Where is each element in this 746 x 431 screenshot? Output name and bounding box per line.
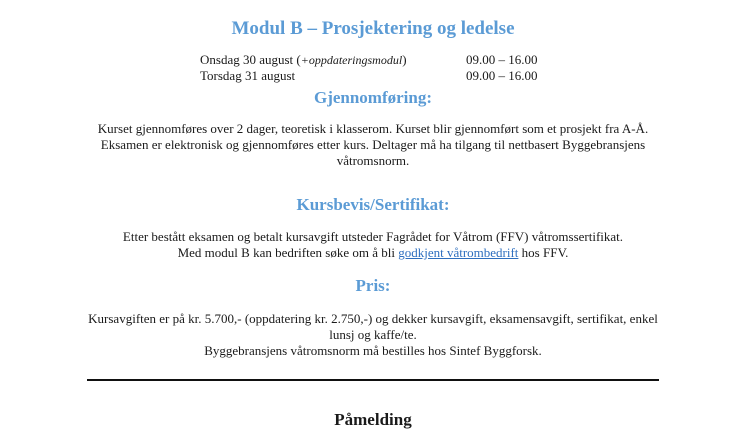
pris-note: Byggebransjens våtromsnorm må bestilles hos Sintef Byggforsk. bbox=[204, 343, 542, 358]
section-heading-pris: Pris: bbox=[355, 276, 391, 295]
schedule-day: Torsdag 31 august bbox=[200, 68, 296, 83]
section-heading-gjennomforing: Gjennomføring: bbox=[313, 88, 433, 107]
pris-text: Kursavgiften er på kr. 5.700,- (oppdatering kr. 2.750,-) og dekker kursavgift, eksamensavgift, sertifikat, enkel lunsj og kaffe/te. bbox=[88, 311, 658, 342]
schedule-time: 09.00 – 16.00 bbox=[466, 52, 538, 67]
next-section-heading: Påmelding bbox=[334, 410, 412, 429]
section-text-kursbevis bbox=[80, 229, 666, 261]
section-heading-kursbevis: Kursbevis/Sertifikat: bbox=[296, 195, 450, 214]
divider bbox=[87, 379, 659, 381]
godkjent-vatrombedrift-link[interactable]: godkjent våtrombedrift bbox=[398, 245, 519, 260]
section-text-gjennomforing: Kurset gjennomføres over 2 dager, teoretisk i klasserom. Kurset blir gjennomført som et prosjekt fra A-Å. Eksamen er elektronisk og gjennomføres etter kurs. Deltager må ha tilgang til nettbasert Byggebransjens våtromsnorm. bbox=[97, 121, 649, 168]
schedule-time: 09.00 – 16.00 bbox=[466, 68, 538, 83]
kursbevis-line1: Etter bestått eksamen og betalt kursavgift utsteder Fagrådet for Våtrom (FFV) våtromssertifikat. bbox=[122, 229, 624, 244]
schedule-day: Onsdag 30 august (+oppdateringsmodul) bbox=[200, 52, 407, 67]
schedule-note: +oppdateringsmodul bbox=[300, 53, 403, 67]
page-title: Modul B – Prosjektering og ledelse bbox=[231, 18, 515, 39]
kursbevis-line2: Med modul B kan bedriften søke om å bli godkjent våtrombedrift hos FFV. bbox=[177, 245, 569, 260]
section-text-pris bbox=[80, 311, 666, 359]
